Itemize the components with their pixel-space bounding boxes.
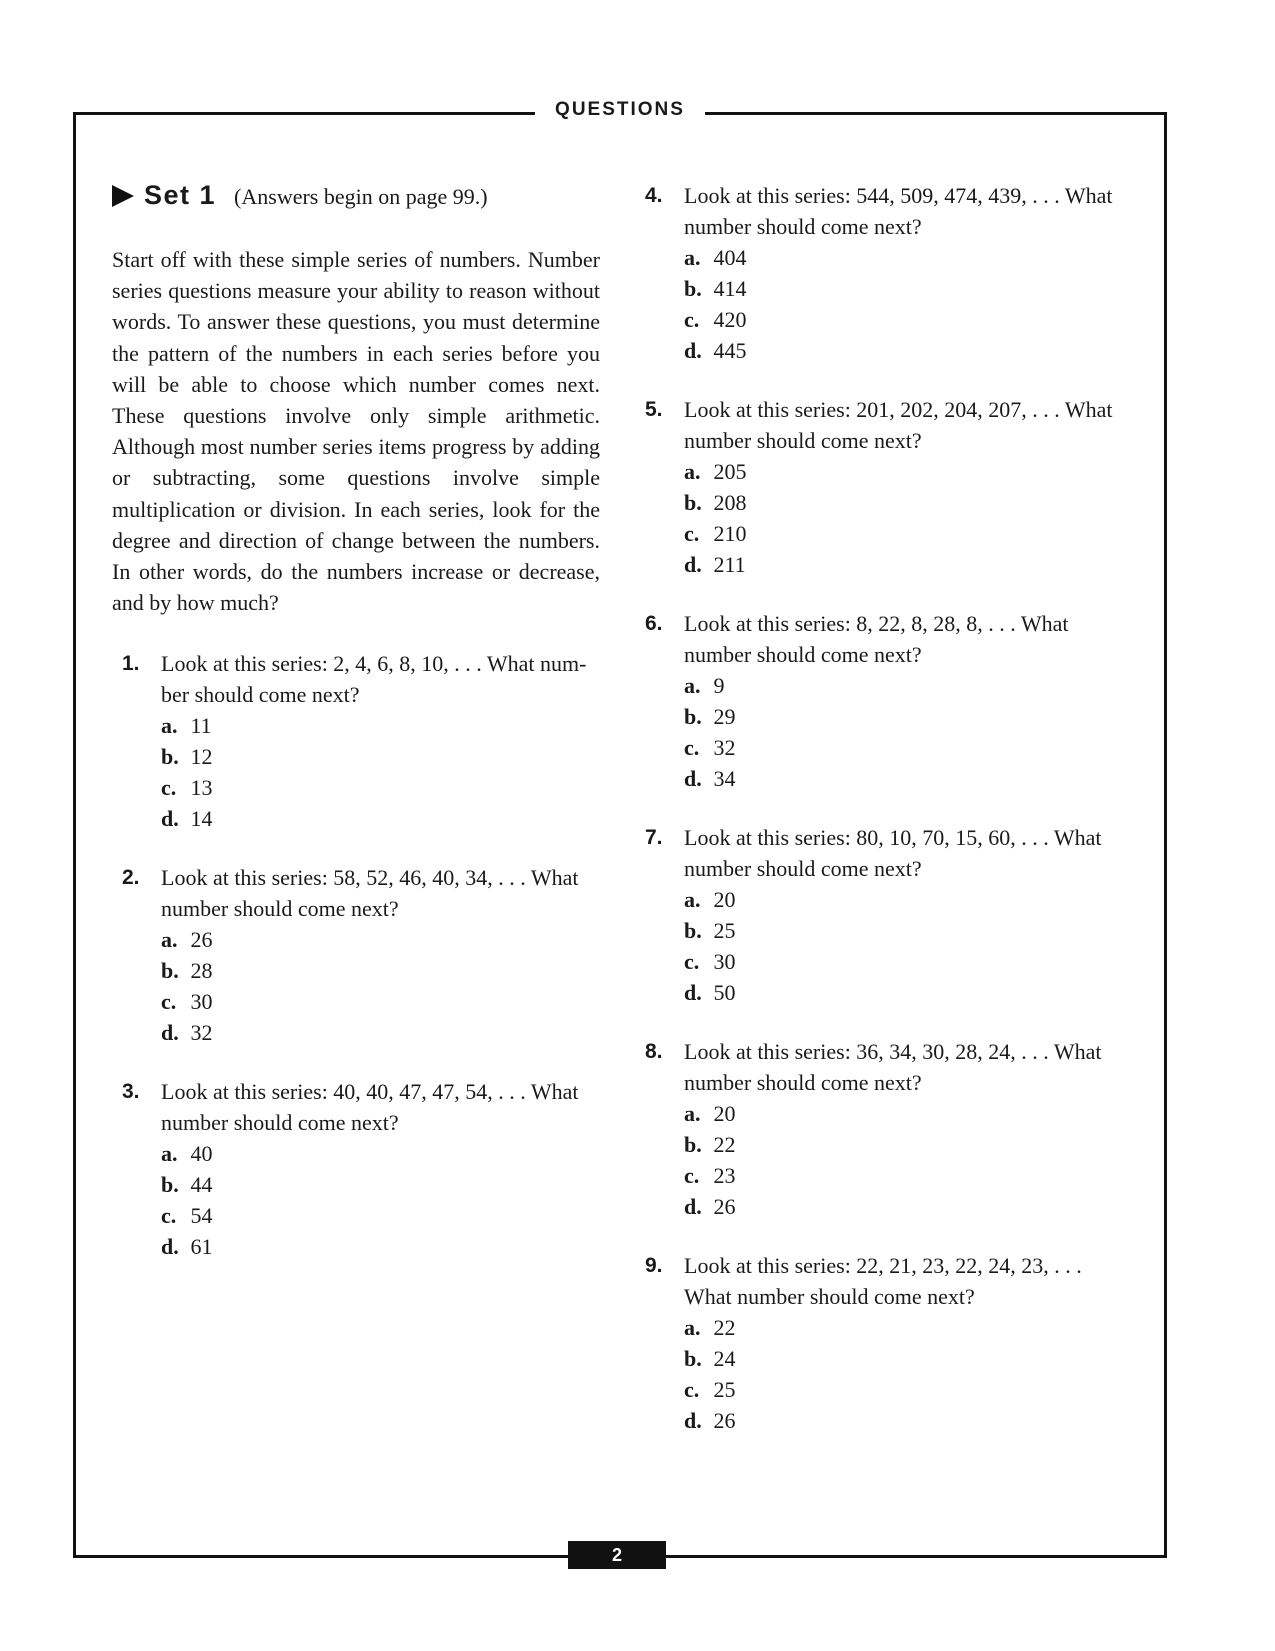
answer-option [684,763,1125,794]
option-letter: c. [684,307,700,332]
option-value: 26 [190,927,213,953]
option-value: 14 [190,806,213,832]
question-text: Look at this series: 544, 509, 474, 439, . . . What number should come next? [684,183,1113,239]
answer-option [684,273,1125,304]
question-text: Look at this series: 58, 52, 46, 40, 34, . . . What number should come next? [161,865,579,922]
option-value: 40 [190,1141,213,1167]
option-letter: d. [684,552,702,577]
option-letter: d. [161,1020,179,1046]
option-letter: d. [684,1408,702,1433]
answer-option [161,1169,600,1200]
answer-options [684,1098,1125,1222]
option-letter: c. [684,521,700,546]
option-letter: c. [161,989,177,1015]
question-number: 4. [645,184,663,207]
answer-option [684,242,1125,273]
option-value: 22 [713,1132,736,1157]
answer-option [684,977,1125,1008]
option-letter: a. [161,1141,178,1167]
left-column [112,180,600,1290]
option-value: 20 [713,887,736,912]
answer-option [684,1312,1125,1343]
set-title: Set 1 [144,180,217,210]
question-number: 9. [645,1254,663,1277]
question-list-right [645,180,1125,1436]
option-letter: b. [684,704,702,729]
right-column [645,180,1125,1464]
option-letter: a. [161,713,178,739]
answer-option [161,986,600,1017]
option-value: 24 [713,1346,736,1371]
option-value: 25 [713,918,736,943]
option-value: 26 [713,1194,736,1219]
answer-option [161,741,600,772]
option-letter: c. [684,735,700,760]
question-number: 2. [122,866,140,890]
answer-option [684,1098,1125,1129]
answer-option [161,1231,600,1262]
answer-option [161,1138,600,1169]
question-number: 1. [122,652,140,676]
answer-option [161,710,600,741]
option-letter: c. [684,1163,700,1188]
answer-option [684,1160,1125,1191]
option-letter: a. [684,1101,701,1126]
option-value: 32 [713,735,736,760]
answer-option [684,946,1125,977]
question-number: 6. [645,612,663,635]
option-value: 208 [713,490,747,515]
answer-option [684,884,1125,915]
answer-option [684,915,1125,946]
answer-option [684,670,1125,701]
question-item [645,608,1125,794]
option-value: 32 [190,1020,213,1046]
option-letter: d. [684,338,702,363]
answer-option [161,1200,600,1231]
answer-options [684,670,1125,794]
option-value: 13 [190,775,213,801]
set-heading [112,180,600,216]
option-letter: a. [684,887,701,912]
question-text: Look at this series: 22, 21, 23, 22, 24, 23, . . . What number should come next? [684,1253,1082,1309]
answer-option [684,1191,1125,1222]
option-value: 44 [190,1172,213,1198]
question-item [122,862,600,1048]
answer-option [684,518,1125,549]
option-value: 9 [713,673,725,698]
answer-option [684,549,1125,580]
answer-option [161,924,600,955]
option-value: 34 [713,766,736,791]
question-text: Look at this series: 80, 10, 70, 15, 60, . . . What number should come next? [684,825,1102,881]
option-value: 205 [713,459,747,484]
option-letter: b. [161,958,179,984]
option-value: 61 [190,1234,213,1260]
question-text: Look at this series: 8, 22, 8, 28, 8, . . . What number should come next? [684,611,1069,667]
triangle-arrow-icon [112,185,134,207]
answer-option [684,1129,1125,1160]
option-value: 11 [190,713,212,739]
option-letter: b. [684,276,702,301]
question-text: Look at this series: 2, 4, 6, 8, 10, . . . What number should come next? [161,651,587,708]
question-item [645,1036,1125,1222]
option-letter: d. [161,806,179,832]
option-letter: c. [161,775,177,801]
answer-options [161,1138,600,1262]
answer-option [684,335,1125,366]
answer-option [161,1017,600,1048]
answer-option [684,1343,1125,1374]
option-letter: c. [684,1377,700,1402]
option-letter: c. [161,1203,177,1229]
question-item [645,394,1125,580]
option-value: 30 [190,989,213,1015]
option-letter: d. [684,980,702,1005]
question-item [645,1250,1125,1436]
option-letter: d. [684,766,702,791]
option-value: 12 [190,744,213,770]
answer-options [161,710,600,834]
option-letter: b. [684,490,702,515]
set-note: (Answers begin on page 99.) [234,184,488,209]
answer-option [684,732,1125,763]
answer-option [684,487,1125,518]
page-number: 2 [568,1541,666,1569]
answer-options [684,456,1125,580]
answer-option [684,1374,1125,1405]
answer-option [161,803,600,834]
option-value: 23 [713,1163,736,1188]
question-text: Look at this series: 36, 34, 30, 28, 24, . . . What number should come next? [684,1039,1102,1095]
answer-options [684,1312,1125,1436]
option-value: 445 [713,338,747,363]
question-item [645,180,1125,366]
question-text: Look at this series: 40, 40, 47, 47, 54, . . . What number should come next? [161,1079,579,1136]
option-letter: a. [684,673,701,698]
question-number: 7. [645,826,663,849]
option-value: 25 [713,1377,736,1402]
answer-option [161,772,600,803]
option-value: 30 [713,949,736,974]
option-letter: b. [684,1346,702,1371]
option-value: 26 [713,1408,736,1433]
question-number: 8. [645,1040,663,1063]
option-letter: b. [161,744,179,770]
question-number: 3. [122,1080,140,1104]
answer-option [161,955,600,986]
option-letter: b. [161,1172,179,1198]
option-value: 211 [713,552,746,577]
option-letter: a. [684,1315,701,1340]
answer-option [684,304,1125,335]
question-list-left [112,648,600,1262]
option-letter: c. [684,949,700,974]
option-value: 28 [190,958,213,984]
option-letter: a. [684,245,701,270]
option-letter: d. [161,1234,179,1260]
option-letter: d. [684,1194,702,1219]
option-letter: a. [684,459,701,484]
option-value: 50 [713,980,736,1005]
question-item [645,822,1125,1008]
option-value: 29 [713,704,736,729]
answer-option [684,1405,1125,1436]
answer-options [684,884,1125,1008]
option-value: 22 [713,1315,736,1340]
option-value: 414 [713,276,747,301]
question-number: 5. [645,398,663,421]
option-value: 404 [713,245,747,270]
option-value: 20 [713,1101,736,1126]
answer-options [161,924,600,1048]
intro-paragraph: Start off with these simple series of numbers. Number series questions measure your ability to reason without words. To answer these questions, you must determine the pattern of the numbers in each series before you will be able to choose which number comes next. These questions involve only simple arithmetic. Although most number series items progress by adding or subtracting, some questions involve simple multiplication or division. In each series, look for the degree and direction of change between the numbers. In other words, do the numbers increase or decrease, and by how much? [112,247,600,616]
option-letter: a. [161,927,178,953]
option-value: 210 [713,521,747,546]
answer-option [684,456,1125,487]
question-item [122,648,600,834]
question-text: Look at this series: 201, 202, 204, 207, . . . What number should come next? [684,397,1113,453]
option-letter: b. [684,1132,702,1157]
section-header: QUESTIONS [535,97,705,123]
question-item [122,1076,600,1262]
answer-option [684,701,1125,732]
option-letter: b. [684,918,702,943]
option-value: 54 [190,1203,213,1229]
answer-options [684,242,1125,366]
option-value: 420 [713,307,747,332]
